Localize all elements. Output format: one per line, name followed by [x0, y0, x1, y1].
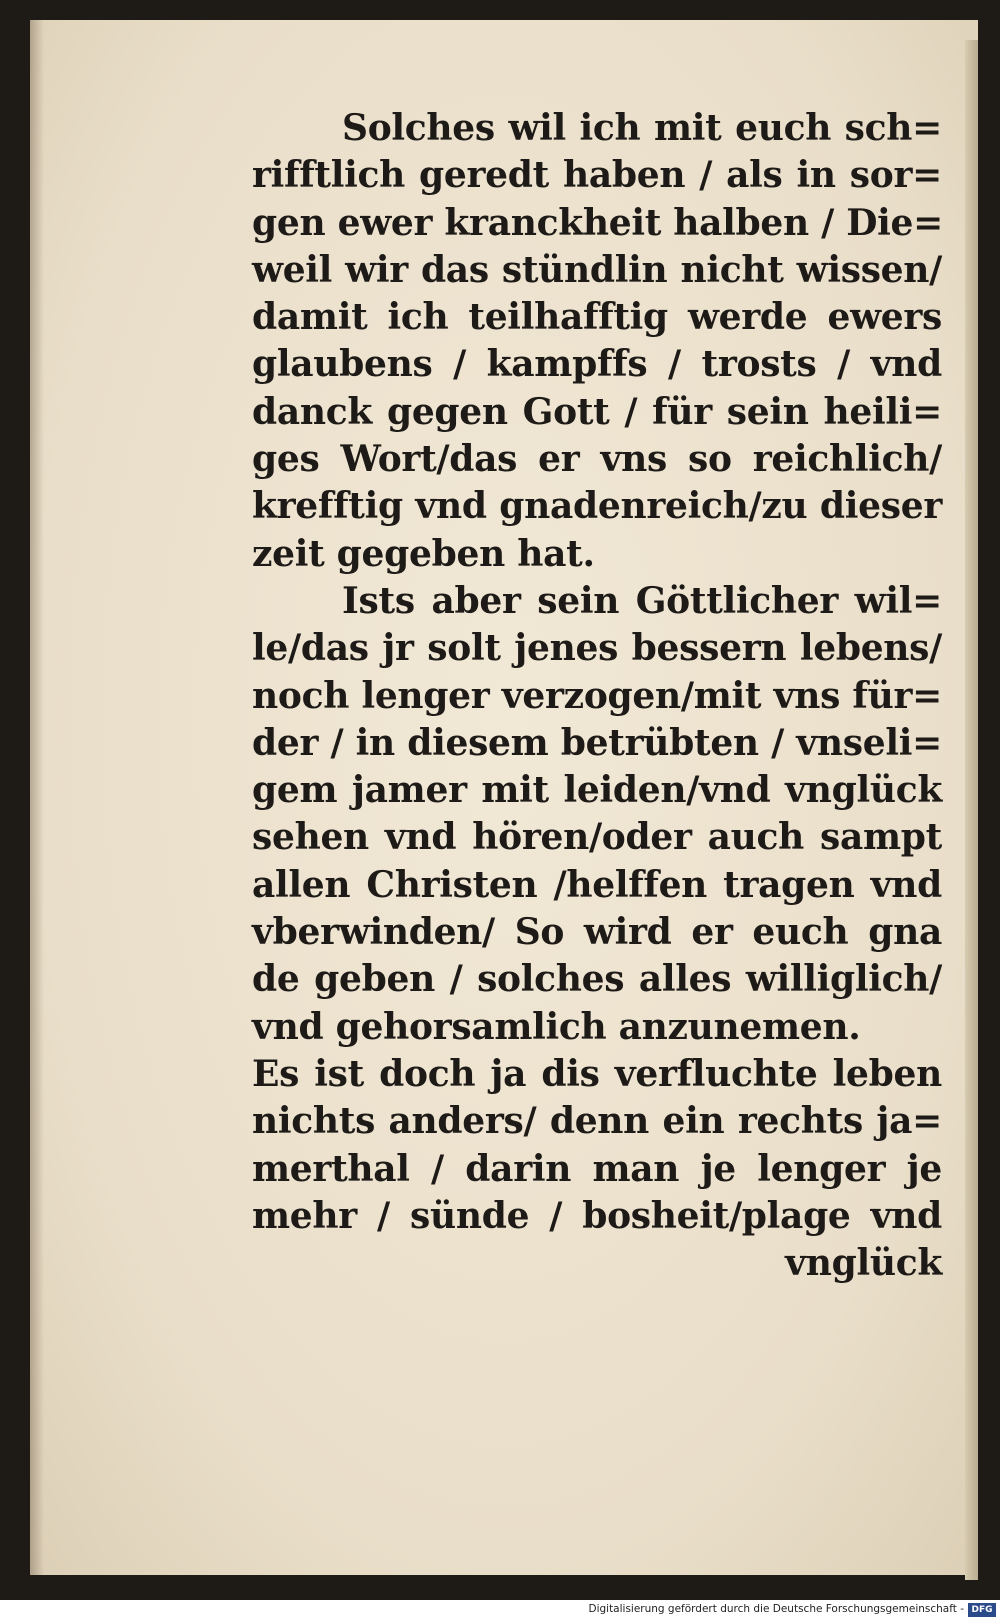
text-line: zeit gegeben hat.: [252, 532, 595, 575]
text-line: Solches wil ich mit euch sch=: [342, 107, 942, 149]
text-line: Ists aber sein Göttlicher wil=: [342, 579, 942, 622]
text-line: gem jamer mit leiden/vnd vnglück: [252, 769, 942, 812]
text-line: rifftlich geredt haben / als in sor=: [252, 154, 942, 197]
text-line: vberwinden/ So wird er euch gna: [252, 911, 942, 954]
funding-notice: Digitalisierung gefördert durch die Deutsche Forschungsgemeinschaft -: [588, 1603, 964, 1615]
text-line: weil wir das stündlin nicht wissen/: [252, 248, 942, 291]
text-line: vnd gehorsamlich anzunemen.: [252, 1005, 861, 1048]
page-edge: [965, 40, 978, 1580]
text-line: allen Christen /helffen tragen vnd: [252, 863, 942, 906]
catchword: vnglück: [785, 1242, 942, 1285]
text-line: der / in diesem betrübten / vnseli=: [252, 721, 942, 764]
text-line: de geben / solches alles williglich/: [252, 958, 942, 1001]
page-gutter-shadow: [30, 20, 44, 1575]
text-line: Es ist doch ja dis verfluchte leben: [252, 1052, 942, 1095]
text-block: [252, 105, 942, 1287]
text-line: ges Wort/das er vns so reichlich/: [252, 438, 942, 481]
text-line: glaubens / kampffs / trosts / vnd: [252, 343, 942, 386]
dfg-logo: DFG: [968, 1603, 996, 1617]
text-line: damit ich teilhafftig werde ewers: [252, 296, 942, 339]
text-line: gen ewer kranckheit halben / Die=: [252, 201, 943, 244]
text-line: danck gegen Gott / für sein heili=: [252, 390, 942, 433]
text-line: krefftig vnd gnadenreich/zu dieser: [252, 485, 942, 528]
text-line: merthal / darin man je lenger je: [252, 1147, 942, 1190]
text-line: mehr / sünde / bosheit/plage vnd: [252, 1194, 942, 1237]
text-line: nichts anders/ denn ein rechts ja=: [252, 1100, 942, 1143]
text-line: noch lenger verzogen/mit vns für=: [252, 674, 942, 717]
text-line: sehen vnd hören/oder auch sampt: [252, 816, 942, 859]
digitization-footer: [0, 1600, 1000, 1621]
text-line: le/das jr solt jenes bessern lebens/: [252, 627, 942, 670]
